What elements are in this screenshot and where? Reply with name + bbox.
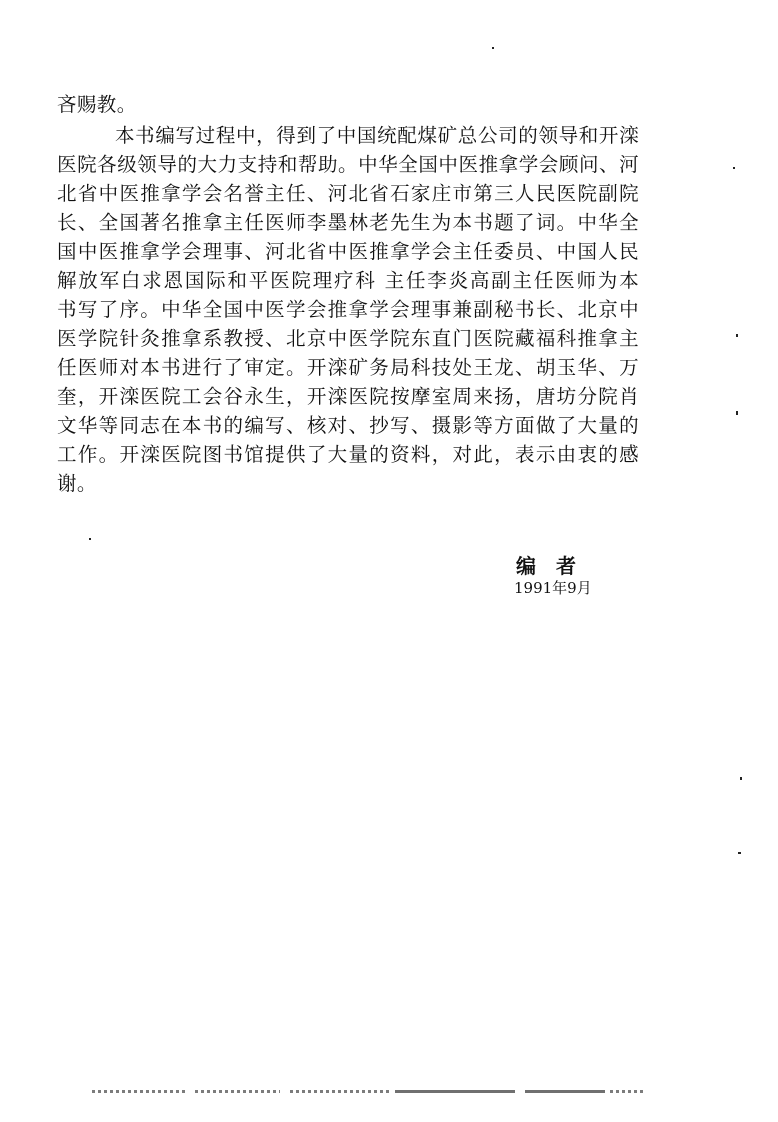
paragraph-line: 本书编写过程中，得到了中国统配煤矿总公司的领导和开滦 <box>115 124 639 147</box>
scan-artifact-line <box>610 1090 645 1093</box>
author-signature: 编者 <box>516 554 596 578</box>
scan-artifact-line <box>525 1090 605 1093</box>
paragraph-line: 国中医推拿学会理事、河北省中医推拿学会主任委员、中国人民 <box>57 240 639 263</box>
scan-artifact-line <box>290 1090 390 1093</box>
scan-speck <box>740 777 742 780</box>
scan-speck <box>89 538 91 540</box>
paragraph-line: 任医师对本书进行了审定。开滦矿务局科技处王龙、胡玉华、万 <box>57 356 639 379</box>
date-line: 1991年9月 <box>514 579 592 597</box>
scan-artifact-line <box>92 1090 187 1093</box>
paragraph-line: 文华等同志在本书的编写、核对、抄写、摄影等方面做了大量的 <box>57 414 639 437</box>
scan-speck <box>492 47 494 49</box>
scan-speck <box>738 852 741 854</box>
continuation-line: 吝赐教。 <box>57 93 137 116</box>
paragraph-line: 医院各级领导的大力支持和帮助。中华全国中医推拿学会顾问、河 <box>57 153 639 176</box>
scan-speck <box>733 167 735 169</box>
paragraph-line: 医学院针灸推拿系教授、北京中医学院东直门医院藏福科推拿主 <box>57 327 639 350</box>
scan-speck <box>736 334 738 337</box>
paragraph-line: 解放军白求恩国际和平医院理疗科 主任李炎高副主任医师为本 <box>57 269 639 292</box>
scan-artifact-line <box>195 1090 280 1093</box>
scan-speck <box>736 411 738 415</box>
paragraph-line: 谢。 <box>57 472 97 495</box>
scan-artifact-line <box>395 1090 515 1093</box>
paragraph-line: 书写了序。中华全国中医学会推拿学会理事兼副秘书长、北京中 <box>57 298 639 321</box>
paragraph-line: 奎，开滦医院工会谷永生，开滦医院按摩室周来扬，唐坊分院肖 <box>57 385 639 408</box>
paragraph-line: 长、全国著名推拿主任医师李墨林老先生为本书题了词。中华全 <box>57 211 639 234</box>
paragraph-line: 工作。开滦医院图书馆提供了大量的资料，对此，表示由衷的感 <box>57 443 639 466</box>
paragraph-line: 北省中医推拿学会名誉主任、河北省石家庄市第三人民医院副院 <box>57 182 639 205</box>
